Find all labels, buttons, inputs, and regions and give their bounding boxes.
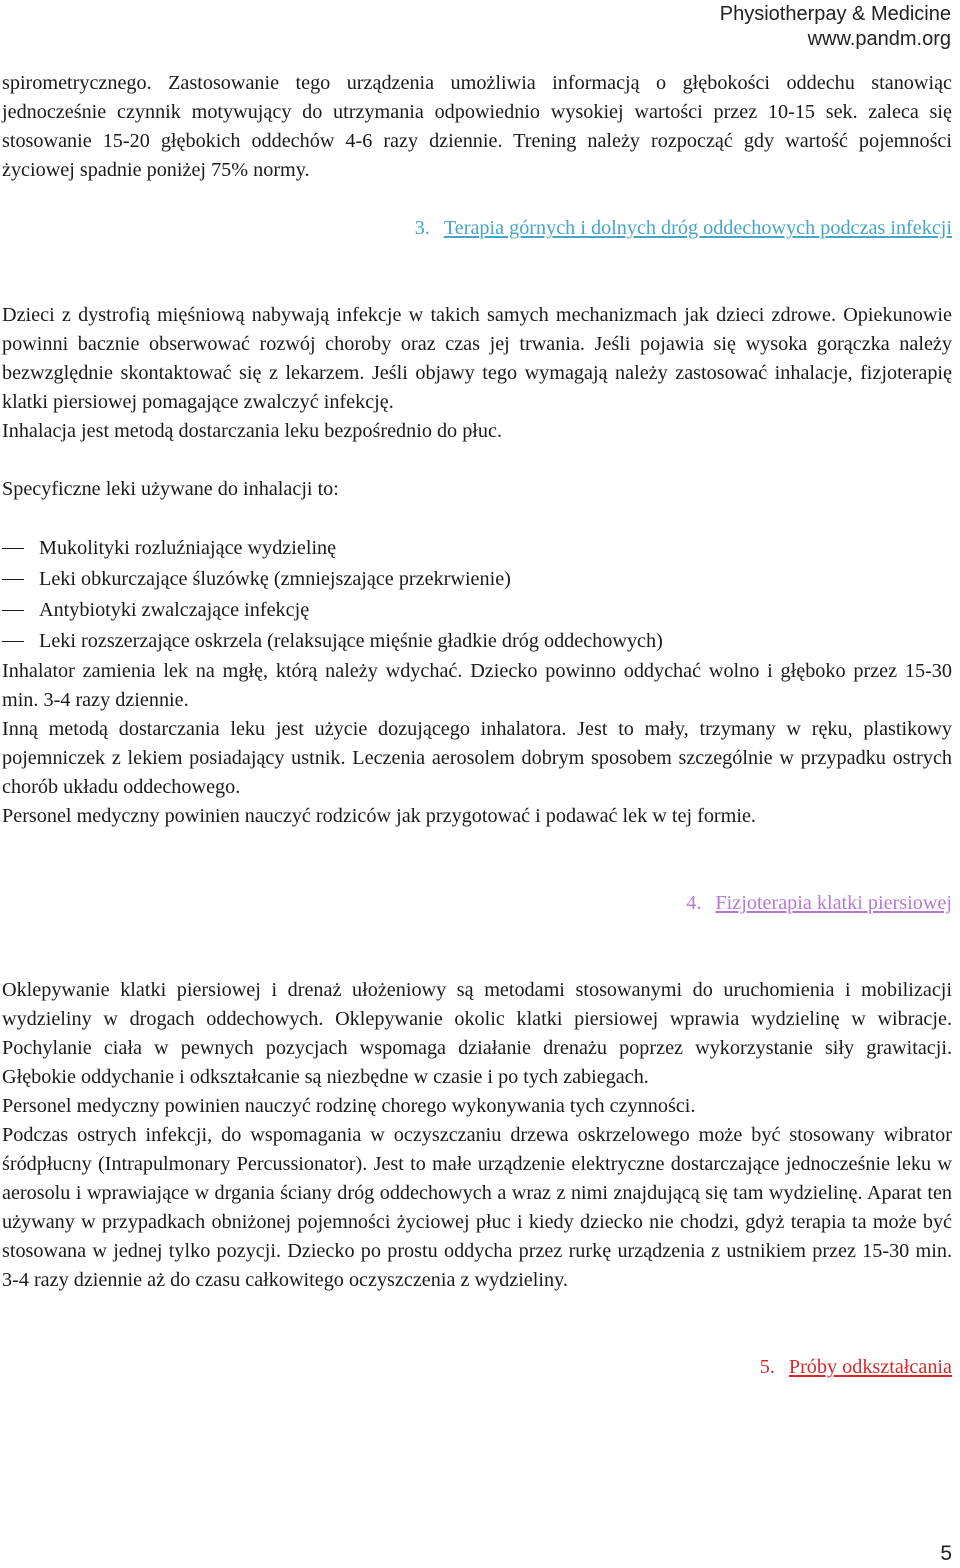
list-item: Leki rozszerzające oskrzela (relaksujące mięśnie gładkie dróg oddechowych) bbox=[2, 626, 952, 657]
page-header bbox=[720, 2, 951, 52]
section-4-paragraph-2: Personel medyczny powinien nauczyć rodzinę chorego wykonywania tych czynności. bbox=[2, 1095, 696, 1117]
section-4-paragraph-3: Podczas ostrych infekcji, do wspomagania w oczyszczaniu drzewa oskrzelowego może być stosowany wibrator śródpłucny (Intrapulmonary Percussionator). Jest to małe urządzenie elektryczne dostarczające jednocześnie leku w aerosolu i wprawiające w drgania ściany dróg oddechowych a wraz z nimi znajdującą się tam wydzielinę. Aparat ten używany w przypadkach obniżonej pojemności życiowej płuc i kiedy dziecko nie chodzi, gdyż terapia ta może być stosowana w jednej tylko pozycji. Dziecko po prostu oddycha przez rurkę urządzenia z ustnikiem przez 15-30 min. 3-4 razy dziennie aż do czasu całkowitego oczyszczenia z wydzieliny. bbox=[2, 1124, 952, 1291]
journal-url: www.pandm.org bbox=[807, 28, 951, 50]
section-4-paragraph-1: Oklepywanie klatki piersiowej i drenaż ułożeniowy są metodami stosowanymi do uruchomienia i mobilizacji wydzieliny w drogach oddechowych. Oklepywanie okolic klatki piersiowej wprawia wydzielinę w wibracje. Pochylanie ciała w pewnych pozycjach wspomaga działanie drenażu poprzez wykorzystanie siły grawitacji. Głębokie oddychanie i odkształcanie są niezbędne w czasie i po tych zabiegach. bbox=[2, 979, 952, 1088]
dash-bullet-icon bbox=[2, 548, 24, 549]
document-body bbox=[2, 69, 952, 1382]
section-3-paragraph-3: Inhalator zamienia lek na mgłę, którą należy wdychać. Dziecko powinno oddychać wolno i głęboko przez 15-30 min. 3-4 razy dziennie. bbox=[2, 660, 952, 711]
page-number: 5 bbox=[940, 1542, 952, 1565]
dash-bullet-icon bbox=[2, 579, 24, 580]
section-4-number: 4. bbox=[686, 892, 702, 914]
section-3-title: Terapia górnych i dolnych dróg oddechowych podczas infekcji bbox=[443, 217, 952, 239]
inhalation-drugs-list bbox=[2, 533, 952, 657]
section-4-title: Fizjoterapia klatki piersiowej bbox=[715, 892, 952, 914]
section-3-paragraph-1: Dzieci z dystrofią mięśniową nabywają infekcje w takich samych mechanizmach jak dzieci zdrowe. Opiekunowie powinni bacznie obserwować rozwój choroby oraz czas jej trwania. Jeśli pojawia się wysoka gorączka należy bezwzględnie skontaktować się z lekarzem. Jeśli objawy tego wymagają należy zastosować inhalacje, fizjoterapię klatki piersiowej pomagające zwalczyć infekcję. bbox=[2, 304, 952, 413]
section-5-heading bbox=[2, 1353, 952, 1382]
section-4-heading bbox=[2, 889, 952, 918]
section-5-number: 5. bbox=[759, 1356, 775, 1378]
list-item: Mukolityki rozluźniające wydzielinę bbox=[2, 533, 952, 564]
intro-paragraph: spirometrycznego. Zastosowanie tego urządzenia umożliwia informacją o głębokości oddechu stanowiąc jednocześnie czynnik motywujący do utrzymania odpowiednio wysokiej wartości przez 10-15 sek. zaleca się stosowanie 15-20 głębokich oddechów 4-6 razy dziennie. Trening należy rozpocząć gdy wartość pojemności życiowej spadnie poniżej 75% normy. bbox=[2, 72, 952, 181]
section-3-list-intro: Specyficzne leki używane do inhalacji to: bbox=[2, 478, 339, 500]
section-3-heading bbox=[2, 214, 952, 243]
dash-bullet-icon bbox=[2, 641, 24, 642]
section-3-paragraph-5: Personel medyczny powinien nauczyć rodziców jak przygotować i podawać lek w tej formie. bbox=[2, 805, 756, 827]
section-5-title: Próby odkształcania bbox=[788, 1356, 952, 1378]
list-item: Leki obkurczające śluzówkę (zmniejszające przekrwienie) bbox=[2, 564, 952, 595]
journal-name: Physiotherpay & Medicine bbox=[719, 3, 951, 25]
section-3-paragraph-4: Inną metodą dostarczania leku jest użycie dozującego inhalatora. Jest to mały, trzymany w ręku, plastikowy pojemniczek z lekiem posiadający ustnik. Leczenia aerosolem dobrym sposobem szczególnie w przypadku ostrych chorób układu oddechowego. bbox=[2, 718, 952, 798]
list-item: Antybiotyki zwalczające infekcję bbox=[2, 595, 952, 626]
section-3-paragraph-2: Inhalacja jest metodą dostarczania leku bezpośrednio do płuc. bbox=[2, 420, 503, 442]
dash-bullet-icon bbox=[2, 610, 24, 611]
section-3-number: 3. bbox=[414, 217, 430, 239]
